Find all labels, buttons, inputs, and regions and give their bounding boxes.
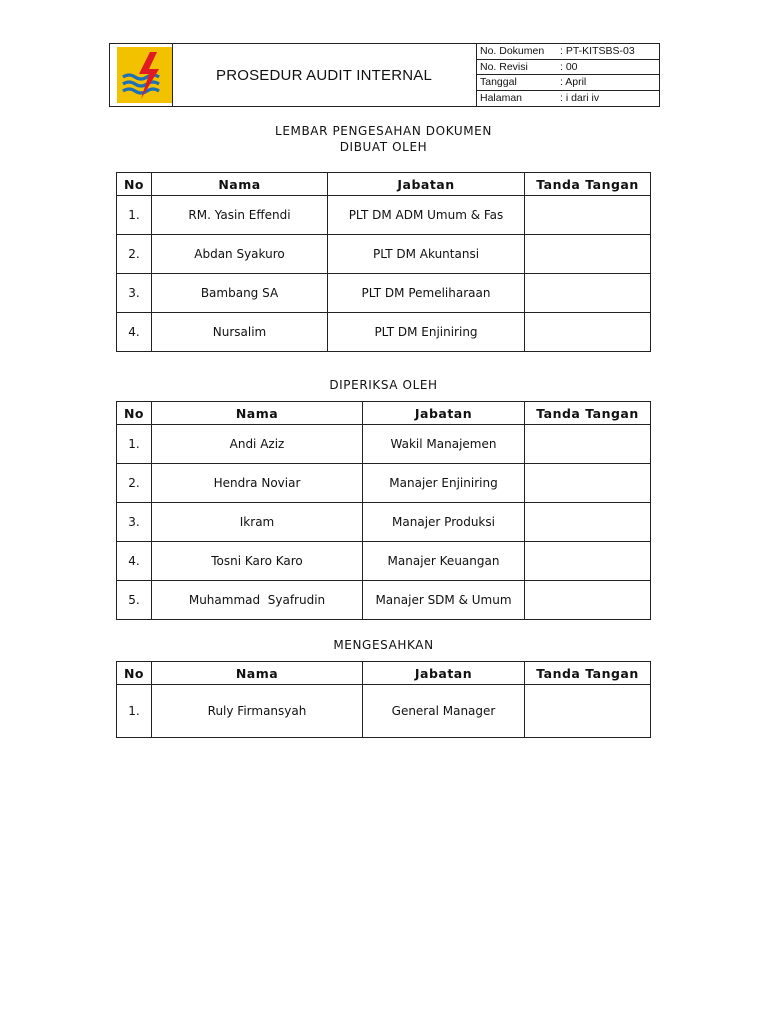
document-header xyxy=(109,43,660,107)
document-meta xyxy=(476,44,660,106)
row-position: Manajer Produksi xyxy=(363,503,525,542)
meta-row-revision xyxy=(476,60,660,76)
meta-row-page xyxy=(476,91,660,107)
row-position: General Manager xyxy=(363,685,525,738)
signature-cell xyxy=(525,274,651,313)
col-signature-header: Tanda Tangan xyxy=(525,402,651,425)
table-row xyxy=(117,235,651,274)
signature-cell xyxy=(525,196,651,235)
row-position: PLT DM Pemeliharaan xyxy=(328,274,525,313)
table-row xyxy=(117,464,651,503)
checked-by-table xyxy=(116,401,651,620)
row-position: Wakil Manajemen xyxy=(363,425,525,464)
table-row xyxy=(117,425,651,464)
table-row xyxy=(117,274,651,313)
row-no: 5. xyxy=(117,581,152,620)
row-name: Muhammad Syafrudin xyxy=(152,581,363,620)
row-position: Manajer Enjiniring xyxy=(363,464,525,503)
company-logo-icon xyxy=(117,47,172,103)
table-row xyxy=(117,685,651,738)
col-position-header: Jabatan xyxy=(328,173,525,196)
table-row xyxy=(117,581,651,620)
row-no: 2. xyxy=(117,235,152,274)
row-no: 2. xyxy=(117,464,152,503)
row-no: 4. xyxy=(117,313,152,352)
table-row xyxy=(117,313,651,352)
row-no: 1. xyxy=(117,685,152,738)
row-position: PLT DM Enjiniring xyxy=(328,313,525,352)
signature-cell xyxy=(525,235,651,274)
row-no: 3. xyxy=(117,503,152,542)
row-name: RM. Yasin Effendi xyxy=(152,196,328,235)
meta-value: : i dari iv xyxy=(560,92,600,105)
meta-value: : 00 xyxy=(560,60,578,73)
row-name: Ikram xyxy=(152,503,363,542)
row-position: Manajer Keuangan xyxy=(363,542,525,581)
row-name: Hendra Noviar xyxy=(152,464,363,503)
meta-value: : PT-KITSBS-03 xyxy=(560,45,635,58)
col-position-header: Jabatan xyxy=(363,662,525,685)
col-signature-header: Tanda Tangan xyxy=(525,173,651,196)
table-row xyxy=(117,503,651,542)
table-row xyxy=(117,196,651,235)
table-header-row xyxy=(117,173,651,196)
row-position: PLT DM ADM Umum & Fas xyxy=(328,196,525,235)
signature-cell xyxy=(525,581,651,620)
col-signature-header: Tanda Tangan xyxy=(525,662,651,685)
approved-by-table xyxy=(116,661,651,738)
checked-by-heading: DIPERIKSA OLEH xyxy=(329,378,438,392)
meta-key: No. Revisi xyxy=(480,60,528,73)
signature-cell xyxy=(525,425,651,464)
col-name-header: Nama xyxy=(152,662,363,685)
made-by-table xyxy=(116,172,651,352)
col-position-header: Jabatan xyxy=(363,402,525,425)
main-heading: LEMBAR PENGESAHAN DOKUMEN xyxy=(275,124,492,138)
made-by-heading: DIBUAT OLEH xyxy=(339,140,428,154)
document-title: PROSEDUR AUDIT INTERNAL xyxy=(172,44,477,106)
meta-key: Halaman xyxy=(480,92,523,105)
meta-value: : April xyxy=(560,76,587,89)
col-name-header: Nama xyxy=(152,173,328,196)
signature-cell xyxy=(525,542,651,581)
meta-row-doc-no xyxy=(476,44,660,60)
approved-by-heading: MENGESAHKAN xyxy=(333,638,434,652)
row-no: 1. xyxy=(117,425,152,464)
table-header-row xyxy=(117,402,651,425)
col-no-header: No xyxy=(117,662,152,685)
col-no-header: No xyxy=(117,402,152,425)
signature-cell xyxy=(525,503,651,542)
col-name-header: Nama xyxy=(152,402,363,425)
table-row xyxy=(117,542,651,581)
meta-key: No. Dokumen xyxy=(480,45,545,58)
row-no: 1. xyxy=(117,196,152,235)
signature-cell xyxy=(525,685,651,738)
logo-cell xyxy=(110,44,173,106)
meta-key: Tanggal xyxy=(480,76,517,89)
signature-cell xyxy=(525,313,651,352)
col-no-header: No xyxy=(117,173,152,196)
row-name: Abdan Syakuro xyxy=(152,235,328,274)
row-name: Bambang SA xyxy=(152,274,328,313)
table-header-row xyxy=(117,662,651,685)
row-no: 3. xyxy=(117,274,152,313)
row-name: Nursalim xyxy=(152,313,328,352)
row-no: 4. xyxy=(117,542,152,581)
row-name: Andi Aziz xyxy=(152,425,363,464)
row-position: PLT DM Akuntansi xyxy=(328,235,525,274)
row-position: Manajer SDM & Umum xyxy=(363,581,525,620)
signature-cell xyxy=(525,464,651,503)
meta-row-date xyxy=(476,75,660,91)
row-name: Tosni Karo Karo xyxy=(152,542,363,581)
row-name: Ruly Firmansyah xyxy=(152,685,363,738)
